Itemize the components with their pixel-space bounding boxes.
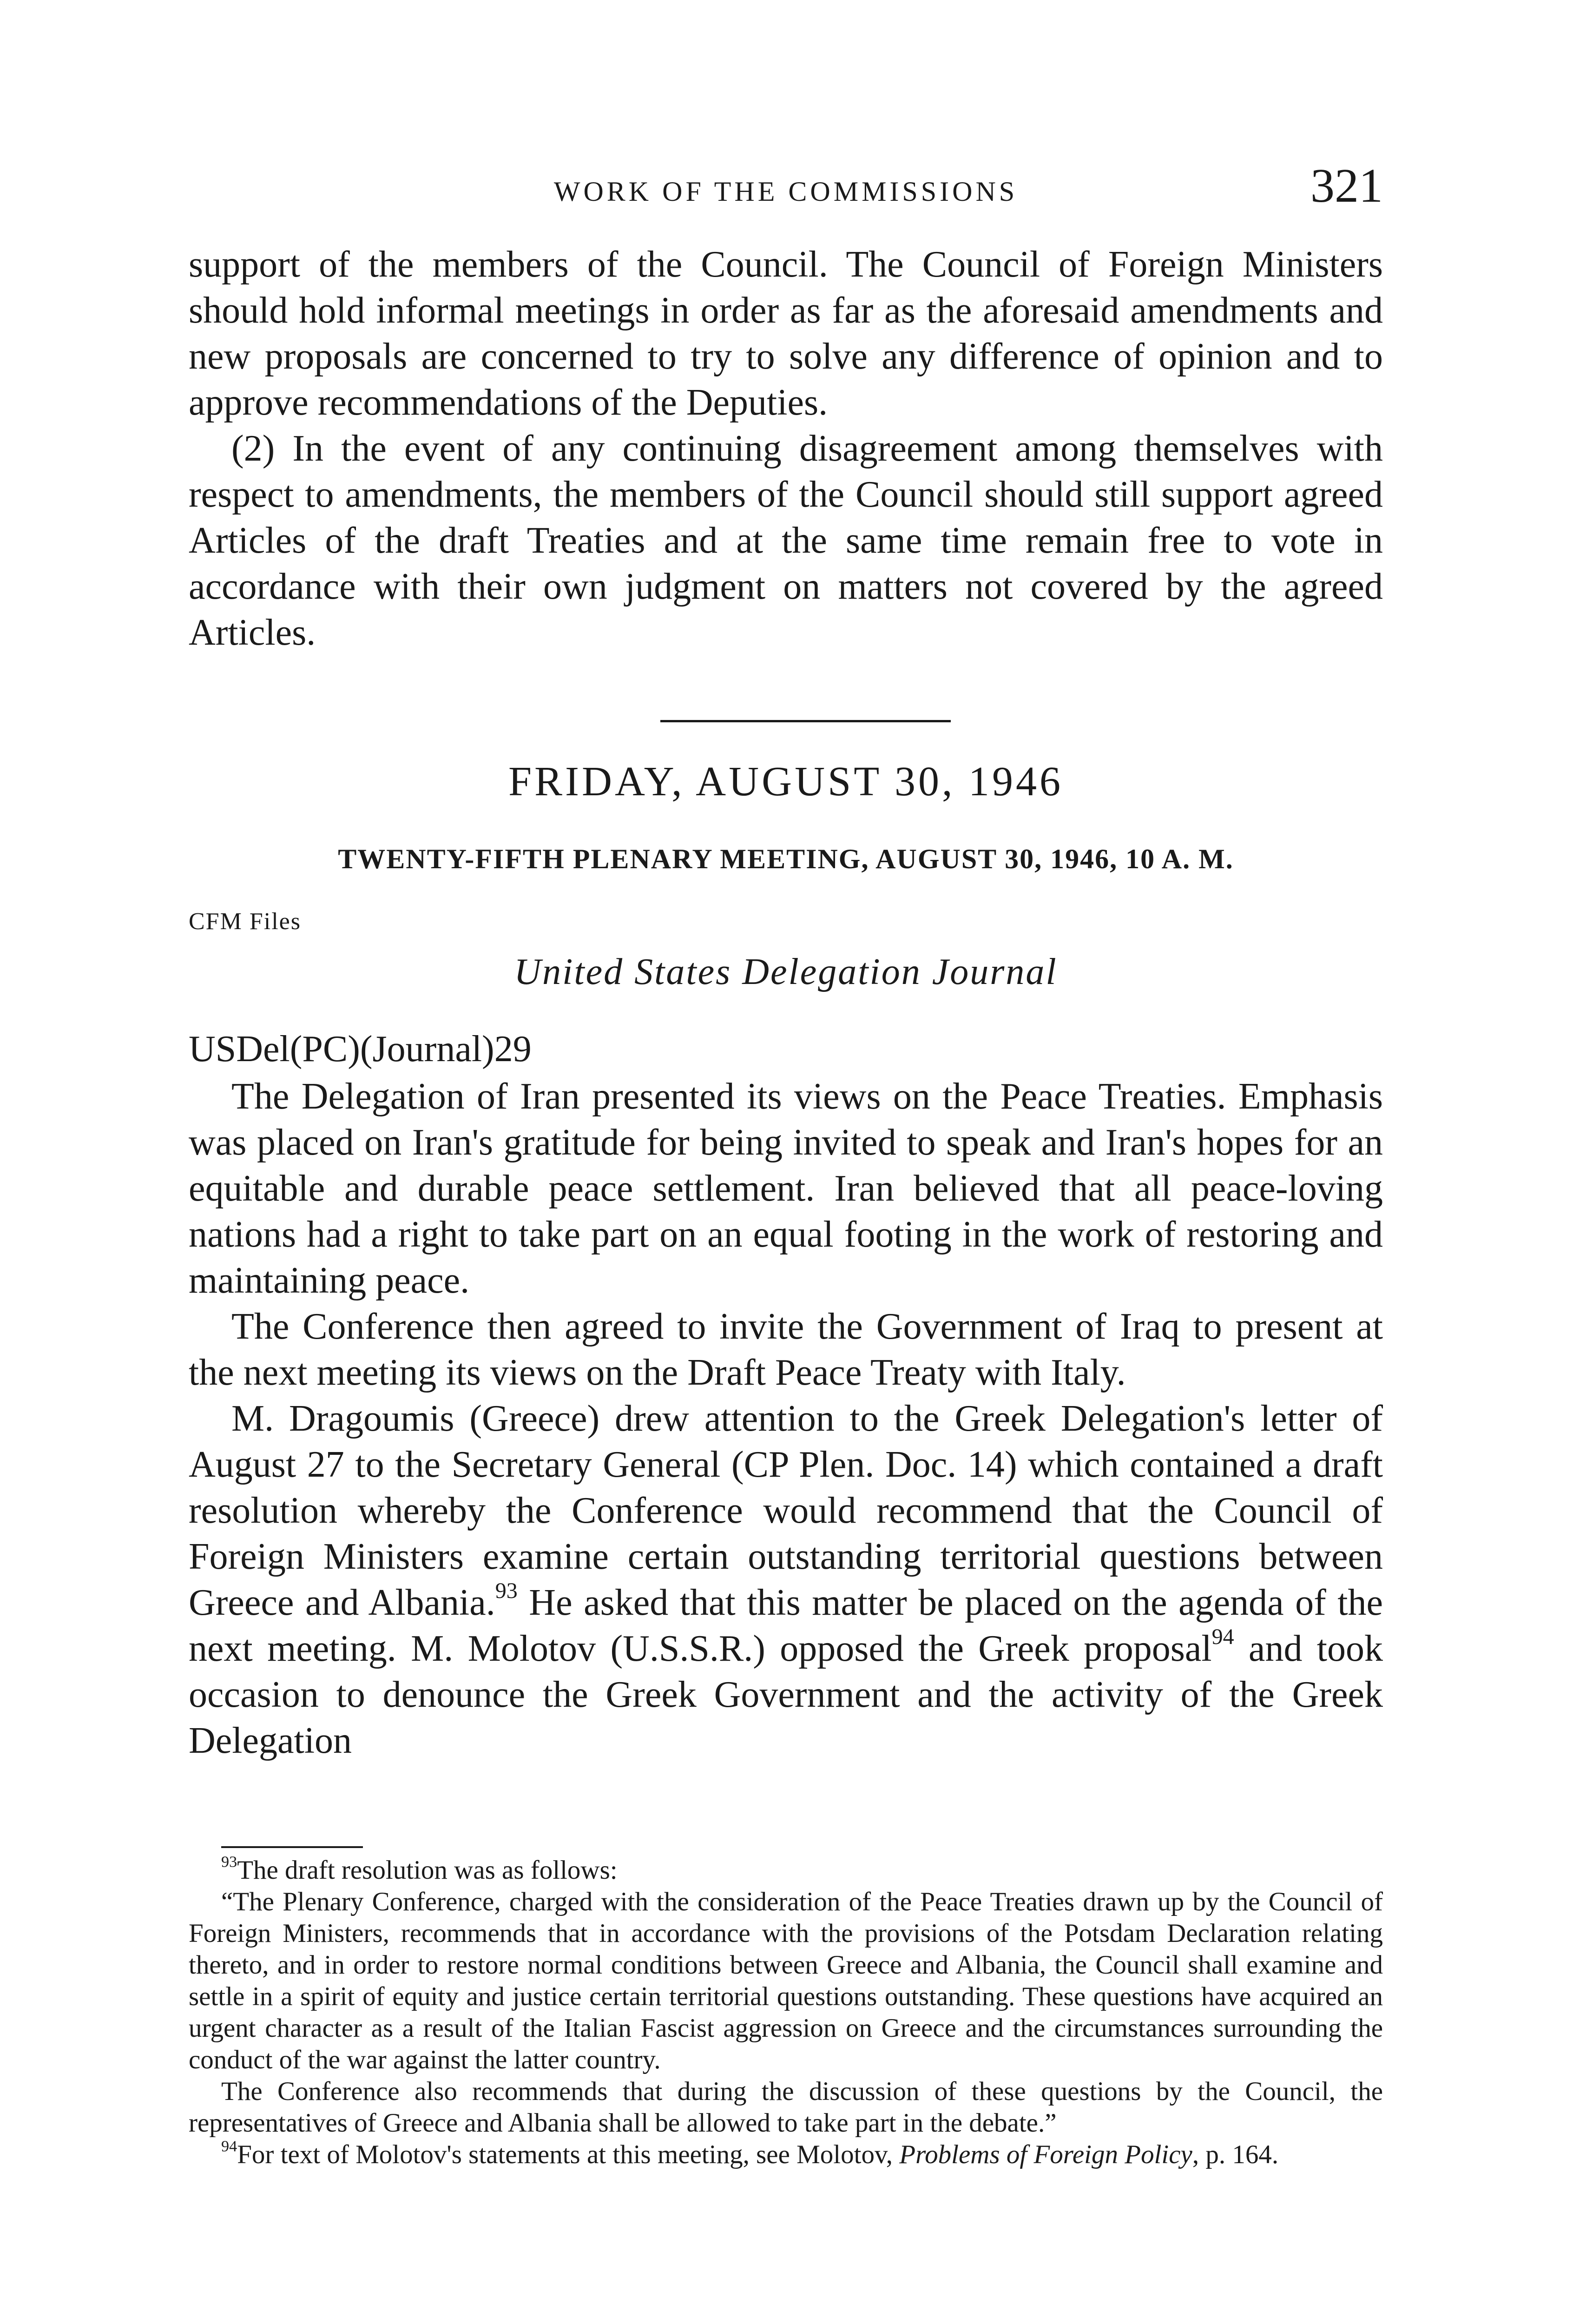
running-head [189,158,1383,212]
footnote-ref-94: 94 [1211,1624,1234,1649]
footnote-93-marker: 93 [221,1853,237,1871]
footnote-ref-93: 93 [495,1578,518,1603]
journal-reference: USDel(PC)(Journal)29 [189,1029,532,1070]
footnote-94-book-title: Problems of Foreign Policy [899,2140,1192,2169]
footnote-94-text-a: For text of Molotov's statements at this meeting, see Molotov, [237,2140,900,2169]
continuation-paragraph-1: support of the members of the Council. The Council of Foreign Ministers should hold informal meetings in order as far as the aforesaid amendments and new proposals are concerned to try to solve any difference of opinion and to approve recommendations of the Deputies. [189,244,1383,423]
footnote-94-marker: 94 [221,2138,237,2155]
footnote-divider [221,1846,363,1848]
footnote-93-quote-2: The Conference also recommends that during the discussion of these questions by the Council, the representatives of Greece and Albania shall be allowed to take part in the debate.” [189,2077,1383,2138]
date-heading: FRIDAY, AUGUST 30, 1946 [508,759,1064,805]
continuation-paragraph-2: (2) In the event of any continuing disagreement among themselves with respect to amendments, the members of the Council should still support agreed Articles of the draft Treaties and at the same time remain free to vote in accordance with their own judgment on matters not covered by the agreed Articles. [189,428,1383,653]
footnote-94-text-b: , p. 164. [1192,2140,1279,2169]
meeting-heading: TWENTY-FIFTH PLENARY MEETING, AUGUST 30, 1946, 10 A. M. [338,844,1234,874]
journal-paragraph-1: The Delegation of Iran presented its views on the Peace Treaties. Emphasis was placed on Iran's gratitude for being invited to speak and Iran's hopes for an equitable and durable peace settlement. Iran believed that all peace-loving nations had a right to take part on an equal footing in the work of restoring and maintaining peace. [189,1076,1383,1301]
footnote-93-quote-1: “The Plenary Conference, charged with the consideration of the Peace Treaties drawn up by the Council of Foreign Ministers, recommends that in accordance with the provisions of the Potsdam Declaration relating thereto, and in order to restore normal conditions between Greece and Albania, the Council shall examine and settle in a spirit of equity and justice certain territorial questions outstanding. These questions have acquired an urgent character as a result of the Italian Fascist aggression on Greece and the circumstances surrounding the conduct of the war against the latter country. [189,1887,1383,2074]
document-page [189,0,1383,2324]
journal-paragraph-3-part-c: and took occasion to denounce the Greek Government and the activity of the Greek Delegation [189,1628,1383,1761]
section-divider [660,720,951,722]
journal-paragraph-3 [189,1396,1383,1764]
footnotes [189,1855,1383,2171]
footnote-93-intro-text: The draft resolution was as follows: [237,1855,618,1885]
files-label: CFM Files [189,908,301,935]
journal-paragraph-3-part-a: M. Dragoumis (Greece) drew attention to the Greek Delegation's letter of August 27 to the Secretary General (CP Plen. Doc. 14) which contained a draft resolution whereby the Conference would recommend that the Council of Foreign Ministers examine certain outstanding territorial questions between Greece and Albania. [189,1398,1383,1623]
footnote-93-intro [189,1855,1383,1886]
journal-paragraph-3-part-b: He asked that this matter be placed on the agenda of the next meeting. M. Molotov (U.S.S.R.) opposed the Greek proposal [189,1582,1383,1669]
journal-title: United States Delegation Journal [514,951,1058,992]
journal-paragraph-2: The Conference then agreed to invite the Government of Iraq to present at the next meeting its views on the Draft Peace Treaty with Italy. [189,1306,1383,1393]
journal-text [189,1074,1383,1764]
continuation-text [189,242,1383,656]
page-number: 321 [1310,159,1383,212]
running-title: WORK OF THE COMMISSIONS [553,176,1018,207]
footnote-94 [189,2139,1383,2171]
